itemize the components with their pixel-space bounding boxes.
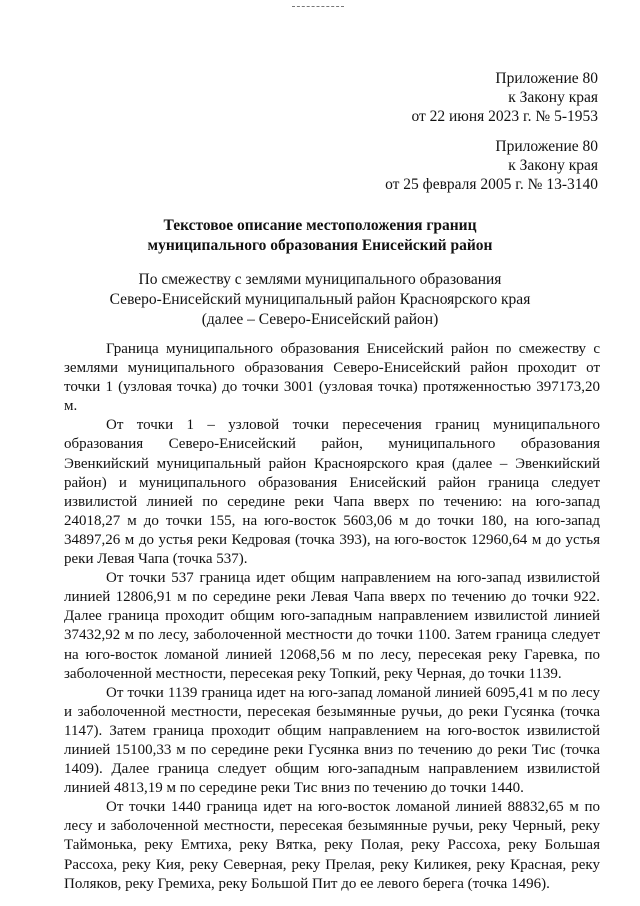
- title-line-1: Текстовое описание местоположения границ: [163, 217, 477, 234]
- paragraph: От точки 537 граница идет общим направлением на юго-запад извилистой линией 12806,91 м по середине реки Левая Чапа вверх по течению до точки 922. Далее граница проходит общим юго-западным направлением извилистой линией 37432,92 м по лесу, заболоченной местности до точки 1100. Затем граница следует на юго-восток ломаной линией 12068,56 м по лесу, пересекая реку Гаревка, по заболоченной местности, пересекая реку Топкий, реку Черная, до точки 1139.: [64, 570, 600, 682]
- paragraph: От точки 1440 граница идет на юго-восток ломаной линией 88832,65 м по лесу и заболоченной местности, пересекая безымянные ручьи, реку Черный, реку Таймонька, реку Емтиха, реку Вятка, реку Полая, реку Рассоха, реку Большая Рассоха, реку Кия, реку Северная, реку Прелая, реку Киликея, реку Красная, реку Поляков, реку Гремиха, реку Большой Пит до ее левого берега (точка 1496).: [64, 799, 600, 892]
- law-date-number: от 25 февраля 2005 г. № 13-3140: [385, 176, 598, 193]
- law-reference: к Закону края: [508, 157, 598, 174]
- section-heading-line-3: (далее – Северо-Енисейский район): [201, 311, 439, 328]
- appendix-current-header: [411, 69, 598, 126]
- paragraph: От точки 1 – узловой точки пересечения границ муниципального образования Северо-Енисейский район, муниципального образования Эвенкийский муниципальный район Красноярского края (далее – Эвенкийский район) и муниципального образования Енисейский район граница следует извилистой линией по середине реки Чапа вверх по течению: на юго-запад 24018,27 м до точки 155, на юго-восток 5603,06 м до точки 180, на юго-запад 34897,26 м до устья реки Кедровая (точка 393), на юго-восток 12960,64 м до устья реки Левая Чапа (точка 537).: [64, 417, 600, 568]
- law-reference: к Закону края: [508, 89, 598, 106]
- appendix-label: Приложение 80: [495, 138, 598, 155]
- body-text: [64, 340, 600, 894]
- appendix-label: Приложение 80: [495, 70, 598, 87]
- section-heading: [40, 270, 600, 330]
- paragraph: Граница муниципального образования Енисейский район по смежеству с землями муниципального образования Северо-Енисейский район проходит от точки 1 (узловая точка) до точки 3001 (узловая точка) протяженностью 397173,20 м.: [64, 341, 600, 415]
- document-title: [40, 216, 600, 256]
- paragraph: От точки 1139 граница идет на юго-запад ломаной линией 6095,41 м по лесу и заболоченной местности, пересекая безымянные ручьи, до реки Гусянка (точка 1147). Затем граница проходит общим направлением на юго-восток извилистой линией 15100,33 м по середине реки Гусянка вниз по течению до реки Тис (точка 1409). Далее граница следует общим юго-западным направлением извилистой линией 4813,19 м по середине реки Тис вниз по течению до точки 1440.: [64, 684, 600, 797]
- appendix-original-header: [385, 137, 598, 194]
- title-line-2: муниципального образования Енисейский район: [147, 237, 493, 254]
- section-heading-line-2: Северо-Енисейский муниципальный район Красноярского края: [109, 291, 531, 308]
- law-date-number: от 22 июня 2023 г. № 5-1953: [411, 108, 598, 125]
- section-heading-line-1: По смежеству с землями муниципального образования: [138, 271, 502, 288]
- scan-artifact: [292, 6, 344, 9]
